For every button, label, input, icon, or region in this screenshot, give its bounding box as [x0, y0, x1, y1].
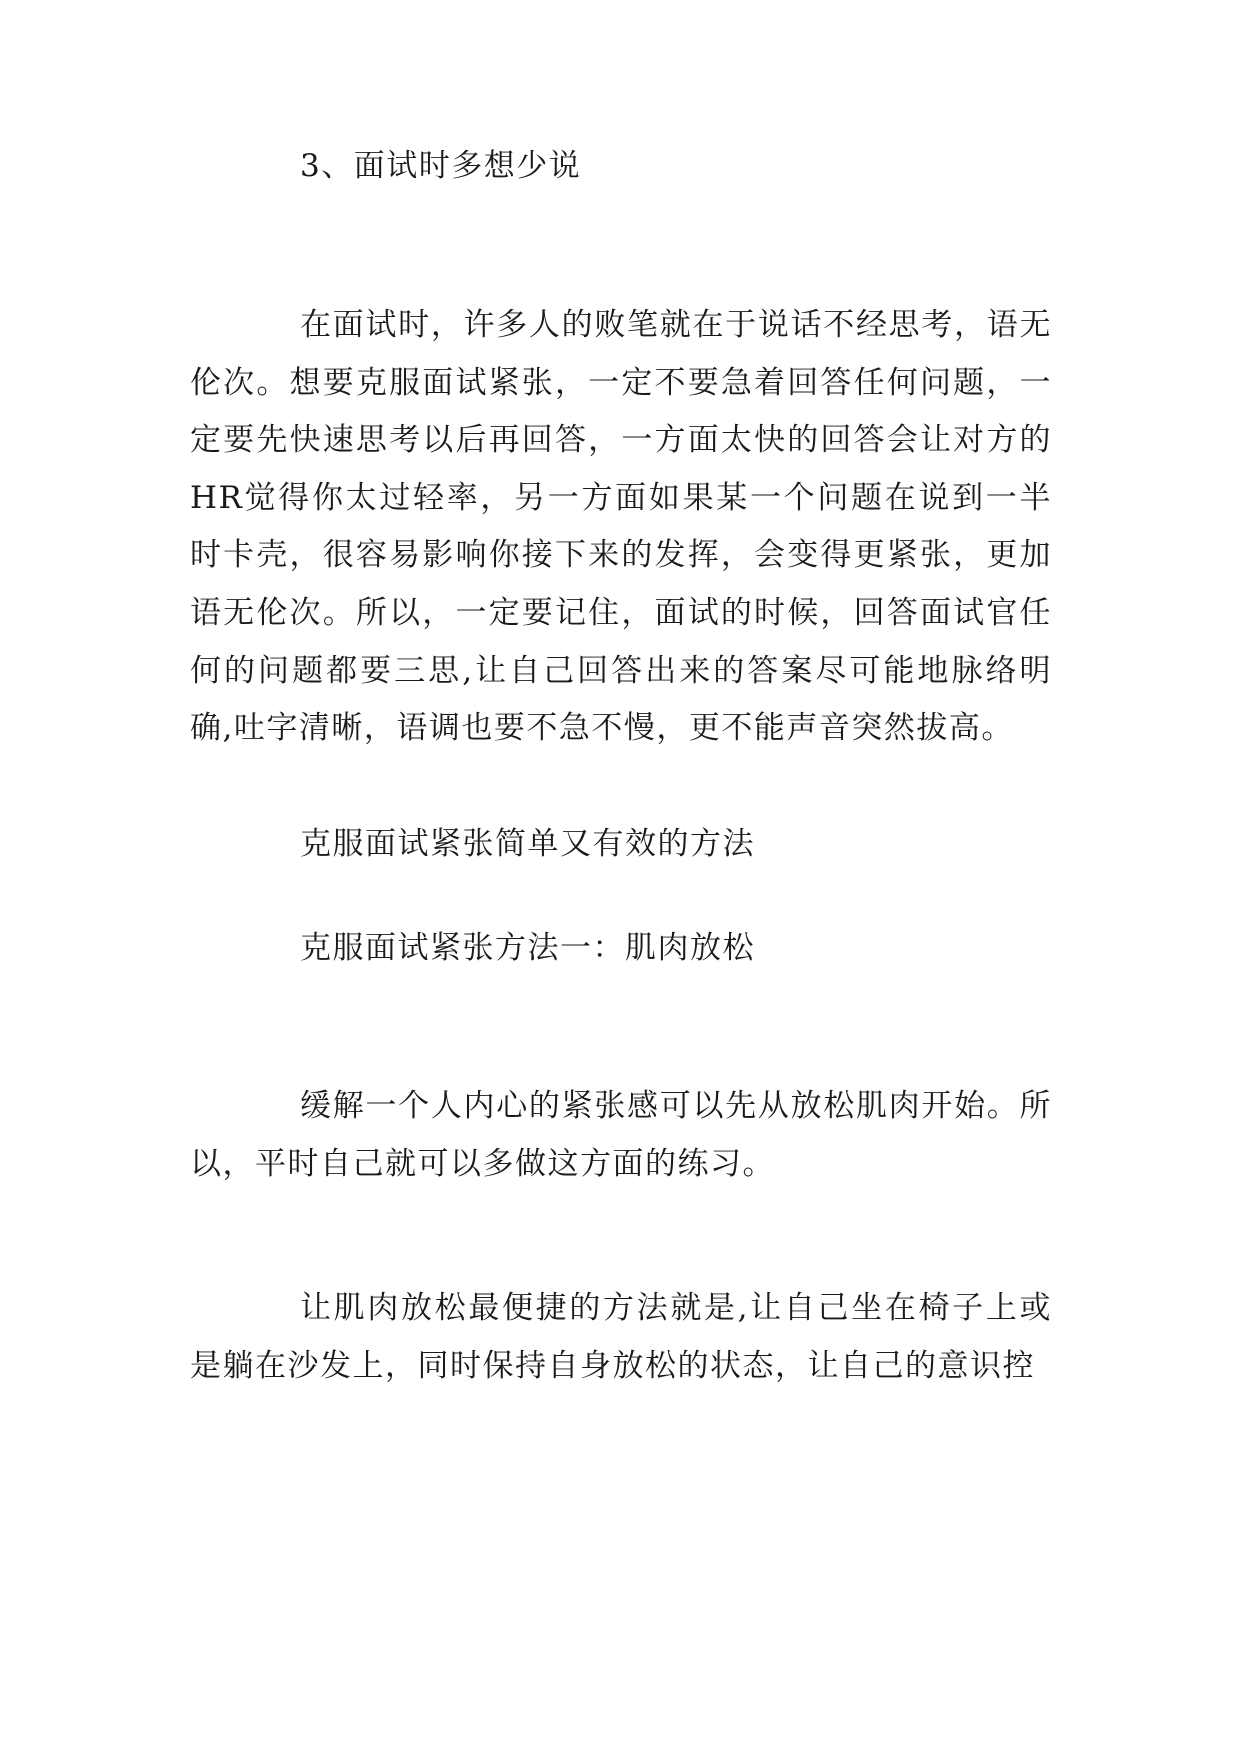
method-1-title: 克服面试紧张方法一：肌肉放松 — [300, 930, 755, 966]
section-title: 克服面试紧张简单又有效的方法 — [300, 826, 755, 862]
heading-3: 3、面试时多想少说 — [300, 148, 582, 184]
paragraph-2: 缓解一个人内心的紧张感可以先从放松肌肉开始。所以，平时自己就可以多做这方面的练习。 — [190, 1088, 1052, 1182]
paragraph-1: 在面试时，许多人的败笔就在于说话不经思考，语无伦次。想要克服面试紧张，一定不要急着回答任何问题，一定要先快速思考以后再回答，一方面太快的回答会让对方的HR觉得你太过轻率，另一方面如果某一个问题在说到一半时卡壳，很容易影响你接下来的发挥，会变得更紧张，更加语无伦次。所以，一定要记住，面试的时候，回答面试官任何的问题都要三思,让自己回答出来的答案尽可能地脉络明确,吐字清晰，语调也要不急不慢，更不能声音突然拔高。 — [190, 307, 1052, 747]
paragraph-3: 让肌肉放松最便捷的方法就是,让自己坐在椅子上或是躺在沙发上，同时保持自身放松的状态，让自己的意识控 — [190, 1290, 1052, 1384]
